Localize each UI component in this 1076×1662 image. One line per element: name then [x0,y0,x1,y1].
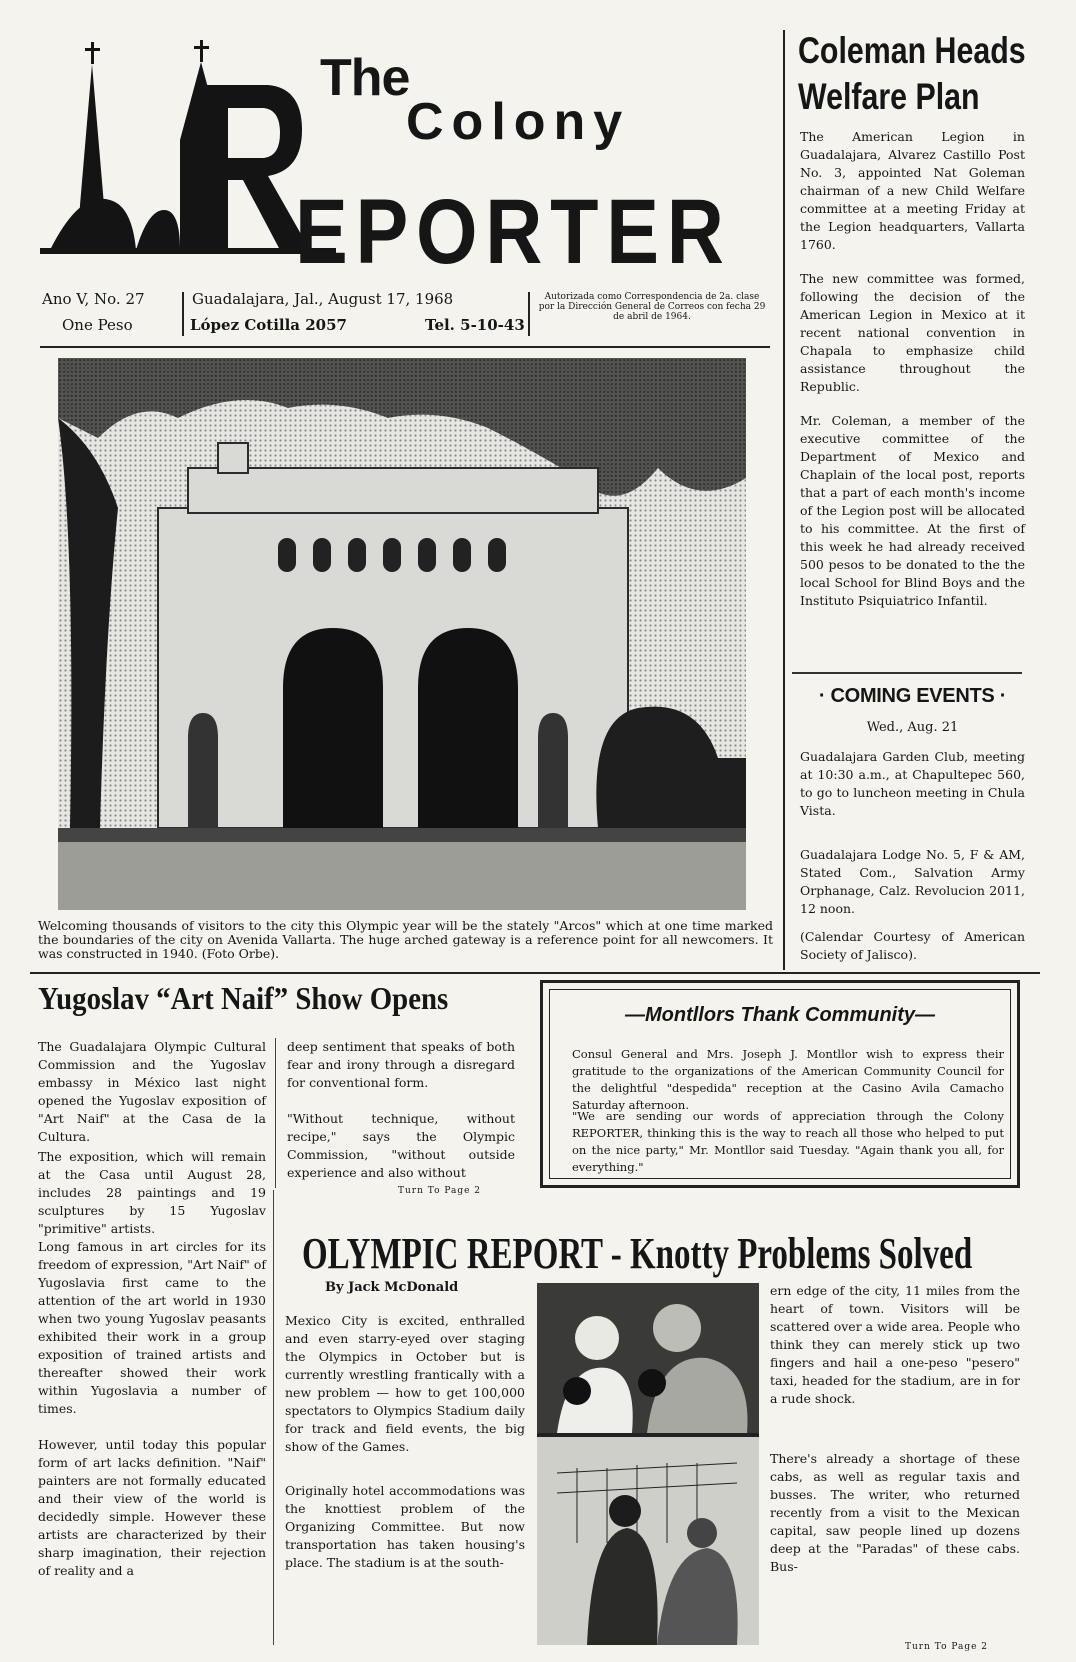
events-date: Wed., Aug. 21 [866,720,959,735]
olympic-paragraph: Mexico City is excited, enthralled and even starry-eyed over staging the Olympics in October but is currently wrestling frantically with a new problem — how to get 100,000 spectators to Olympics Stadium daily for track and field events, the big show of the Games. [285,1313,525,1454]
coming-events-heading: · COMING EVENTS · [818,685,1007,707]
section-divider [792,672,1022,674]
yugoslav-paragraph: However, until today this popular form of art lacks definition. "Naif" painters are not formally educated and their view of the world is decidedly simple. However these artists are characterized by their sharp imagination, their rejection of reality and a [38,1437,266,1578]
olympic-paragraph: There's already a shortage of these cabs, as well as regular taxis and busses. The writer, who returned recently from a visit to the Mexican capital, saw people lined up dozens deep at the "Paradas" of these cabs. Bus- [770,1451,1020,1574]
event-item: (Calendar Courtesy of American Society of Jalisco). [800,929,1025,962]
issue-price: One Peso [62,316,133,334]
column-rule [783,30,785,970]
event-item: Guadalajara Garden Club, meeting at 10:30 a.m., at Chapultepec 560, to go to luncheon meeting in Chula Vista. [800,749,1025,818]
column-rule [273,1190,274,1645]
column-rule [275,1038,276,1188]
info-divider [182,292,184,336]
issue-place-date: Guadalajara, Jal., August 17, 1968 [192,290,454,308]
yugoslav-headline: Yugoslav “Art Naif” Show Opens [38,980,449,1016]
coleman-paragraph: The new committee was formed, following the decision of the American Legion in Mexico at it recent national convention in Chapala to emphasize child assistance throughout the Republic. [800,271,1025,394]
arcos-photo [58,358,746,910]
masthead-the: The [320,49,410,107]
yugoslav-paragraph: The Guadalajara Olympic Cultural Commission and the Yugoslav embassy in México last night opened the Yugoslav exposition of "Art Naif" at the Casa de la Cultura. [38,1039,266,1144]
yugoslav-paragraph: The exposition, which will remain at the Casa until August 28, includes 28 paintings and 19 sculptures by 15 Yugoslav "primitive" artists. [38,1149,266,1236]
olympic-paragraph: Originally hotel accommodations was the knottiest problem of the Organizing Committee. But now transportation has taken housing's place. The stadium is at the south- [285,1483,525,1570]
olympic-paragraph: ern edge of the city, 11 miles from the heart of town. Visitors will be scattered over a wide area. People who think they can merely stick up two fingers and hail a one-peso "pesero" taxi, headed for the stadium, are in for a rude shock. [770,1283,1020,1406]
postal-notice: Autorizada como Correspondencia de 2a. clase por la Dirección General de Correos con fecha 29 de abril de 1964. [538,292,766,322]
coleman-headline-line2: Welfare Plan [798,76,980,117]
photo-caption: Welcoming thousands of visitors to the city this Olympic year will be the stately "Arcos" which at one time marked the boundaries of the city on Avenida Vallarta. The huge arched gateway is a reference point for all newcomers. It was constructed in 1940. (Foto Orbe). [38,918,773,961]
coleman-headline-line1: Coleman Heads [798,30,1026,71]
masthead-reporter: EPORTER [295,181,732,283]
yugoslav-paragraph: deep sentiment that speaks of both fear and irony through a disregard for conventional form. [287,1039,515,1090]
coleman-paragraph: Mr. Coleman, a member of the executive committee of the Department of Mexico and Chaplain of the local post, reports that a part of each month's income of the Legion post will be allocated to his committee. At the first of this week he had already received 500 pesos to be donated to the the local School for Blind Boys and the Instituto Psiquiatrico Infantil. [800,413,1025,608]
byline: By Jack McDonald [325,1280,459,1295]
montllor-title: —Montllors Thank Community— [625,1004,935,1026]
masthead [40,30,775,283]
montllor-inner-border [549,989,1011,1179]
masthead-colony: Colony [406,93,631,151]
yugoslav-paragraph: Long famous in art circles for its freedom of expression, "Art Naif" of Yugoslavia first came to the attention of the art world in 1930 when two young Yugoslav peasants exhibited their work in a group exposition of trained artists and thereafter showed their work within Yugoslavia a number of times. [38,1239,266,1416]
boxing-photo [537,1283,759,1645]
coleman-paragraph: The American Legion in Guadalajara, Alvarez Castillo Post No. 3, appointed Nat Goleman chairman of a new Child Welfare committee at a meeting Friday at the Legion headquarters, Vallarta 1760. [800,129,1025,252]
montllor-paragraph: Consul General and Mrs. Joseph J. Montllor wish to express their gratitude to the organizations of the American Community Council for the delightful "despedida" reception at the Casino Avila Camacho Saturday afternoon. [572,1047,1004,1112]
olympic-headline: OLYMPIC REPORT - Knotty Problems Solved [302,1229,973,1278]
turn-to-page: Turn To Page 2 [398,1186,482,1196]
montllor-paragraph: "We are sending our words of appreciation through the Colony REPORTER, thinking this is the way to reach all those who helped to put on the nice party," Mr. Montllor said Tuesday. "Again thank you all, for everything." [572,1109,1004,1174]
issue-info-bar [40,290,770,348]
issue-phone: Tel. 5-10-43 [425,316,525,334]
montllor-notice-box [540,980,1020,1188]
yugoslav-paragraph: "Without technique, without recipe," says the Olympic Commission, "without outside experience and also without [287,1111,515,1180]
event-item: Guadalajara Lodge No. 5, F & AM, Stated Com., Salvation Army Orphanage, Calz. Revolucion 2011, 12 noon. [800,847,1025,916]
issue-volume: Ano V, No. 27 [42,290,145,308]
turn-to-page: Turn To Page 2 [905,1642,989,1652]
section-rule [30,972,1040,974]
issue-address: López Cotilla 2057 [190,316,347,334]
info-divider [528,292,530,336]
coleman-headline [798,28,1026,120]
